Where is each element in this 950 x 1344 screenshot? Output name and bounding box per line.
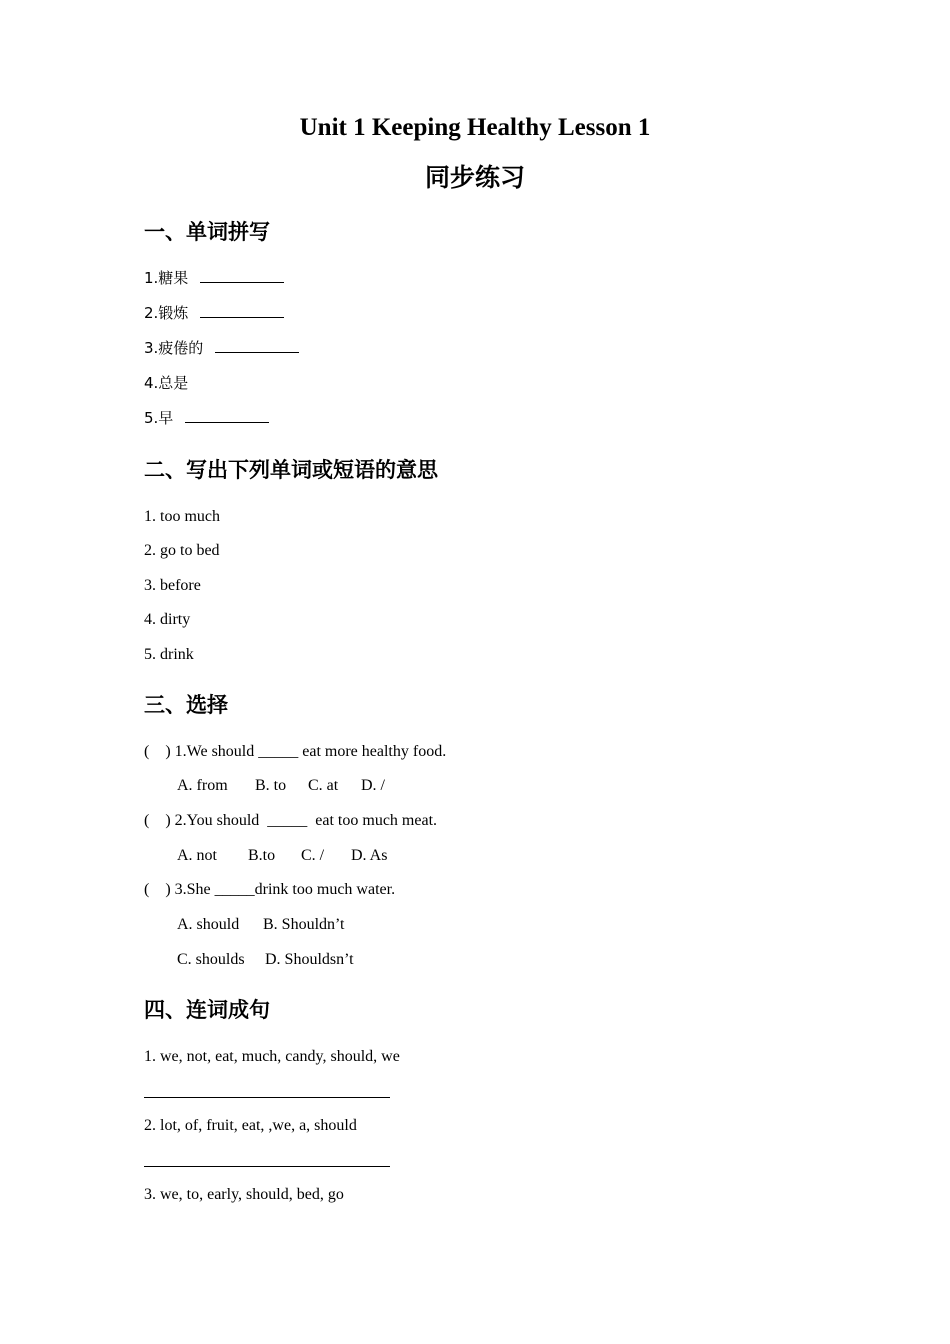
answer-line[interactable] [144, 1097, 390, 1098]
choice-options-2 [177, 846, 387, 866]
choice-question-2: ( ) 2.You should _____ eat too much meat. [144, 812, 438, 829]
option-b[interactable]: B.to [248, 847, 276, 864]
spelling-item-3 [144, 338, 299, 359]
sentence-item-2: 2. lot, of, fruit, eat, ,we, a, should [144, 1117, 357, 1134]
choice-question-3: ( ) 3.She _____drink too much water. [144, 881, 396, 898]
section3-heading: 三、选择 [144, 693, 228, 717]
section1-heading: 一、单词拼写 [144, 220, 270, 244]
choice-options-1 [177, 776, 385, 796]
answer-blank[interactable] [185, 408, 269, 423]
choice-question-1: ( ) 1.We should _____ eat more healthy food. [144, 743, 447, 760]
sentence-item-1: 1. we, not, eat, much, candy, should, we [144, 1048, 400, 1065]
answer-line[interactable] [144, 1166, 390, 1167]
section2-heading: 二、写出下列单词或短语的意思 [144, 458, 438, 482]
option-a[interactable]: A. not [177, 847, 217, 864]
meaning-item-3: 3. before [144, 577, 201, 594]
answer-blank[interactable] [215, 338, 299, 353]
option-a[interactable]: A. should [177, 916, 240, 933]
spelling-item-text: 5.早 [144, 409, 174, 427]
page-title: Unit 1 Keeping Healthy Lesson 1 [299, 114, 651, 141]
spelling-item-text: 1.糖果 [144, 269, 189, 287]
answer-blank[interactable] [200, 303, 284, 318]
meaning-item-5: 5. drink [144, 646, 194, 663]
option-a[interactable]: A. from [177, 777, 228, 794]
answer-blank[interactable] [200, 268, 284, 283]
option-c[interactable]: C. shoulds [177, 951, 245, 968]
meaning-item-1: 1. too much [144, 508, 220, 525]
choice-options-3a [177, 915, 345, 935]
spelling-item-text: 2.锻炼 [144, 304, 189, 322]
spelling-item-5 [144, 408, 269, 429]
option-b[interactable]: B. Shouldn’t [263, 916, 345, 933]
section4-heading: 四、连词成句 [144, 998, 270, 1022]
option-c[interactable]: C. / [301, 847, 325, 864]
option-d[interactable]: D. / [361, 777, 385, 794]
option-d[interactable]: D. As [351, 847, 388, 864]
spelling-item-1 [144, 268, 284, 289]
spelling-item-text: 3.疲倦的 [144, 339, 204, 357]
spelling-item-text: 4.总是 [144, 374, 189, 392]
meaning-item-2: 2. go to bed [144, 542, 220, 559]
option-d[interactable]: D. Shouldsn’t [265, 951, 354, 968]
spelling-item-4 [144, 373, 188, 394]
page-subtitle: 同步练习 [424, 163, 525, 192]
option-b[interactable]: B. to [255, 777, 287, 794]
option-c[interactable]: C. at [308, 777, 339, 794]
meaning-item-4: 4. dirty [144, 611, 191, 628]
choice-options-3b [177, 950, 354, 970]
spelling-item-2 [144, 303, 284, 324]
sentence-item-3: 3. we, to, early, should, bed, go [144, 1186, 344, 1203]
